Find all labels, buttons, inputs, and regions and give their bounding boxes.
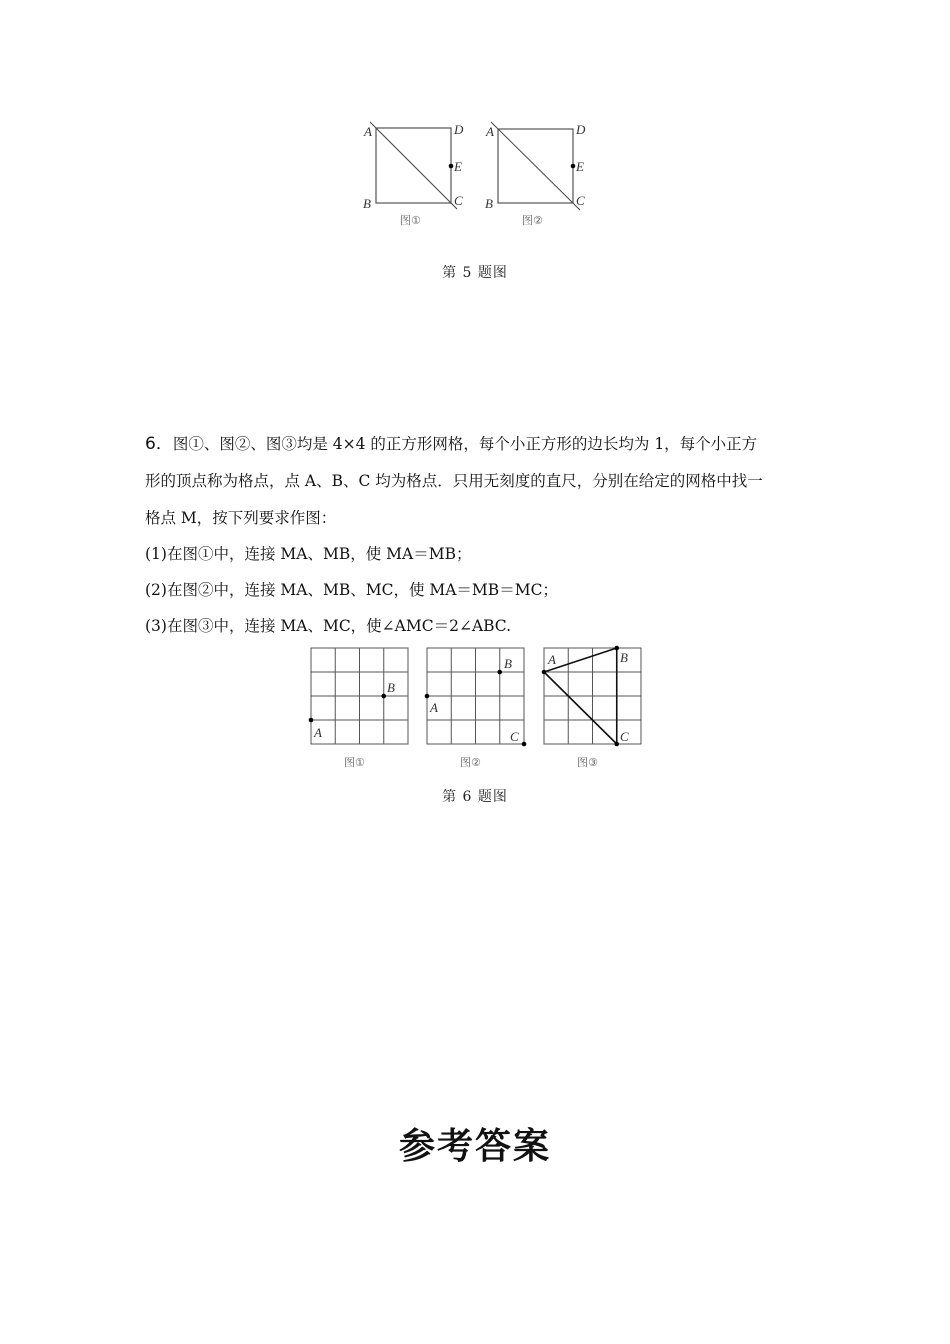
q6-part-3: (3)在图③中，连接 MA、MC，使∠AMC＝2∠ABC.: [145, 617, 512, 635]
point-label-b: B: [363, 196, 371, 211]
q6-line-1: 6．图①、图②、图③均是 4×4 的正方形网格，每个小正方形的边长均为 1，每个小正方: [145, 434, 758, 454]
figure-caption: 图②: [460, 756, 481, 769]
figure-caption: 图②: [522, 214, 543, 227]
q6-part-1: (1)在图①中，连接 MA、MB，使 MA＝MB；: [145, 545, 472, 563]
q6-line-3: 格点 M，按下列要求作图：: [145, 509, 337, 527]
answers-heading: 参考答案: [398, 1126, 551, 1167]
point-label-d: D: [576, 122, 586, 137]
point-label-e: E: [576, 159, 584, 174]
point-label-a: A: [548, 652, 556, 667]
q6-line-2: 形的顶点称为格点，点 A、B、C 均为格点．只用无刻度的直尺，分别在给定的网格中找一: [145, 472, 763, 490]
point-label-c: C: [576, 193, 585, 208]
point-label-c: C: [510, 729, 519, 744]
point-label-c: C: [454, 193, 463, 208]
figure-caption: 图③: [577, 756, 598, 769]
question-number: 6．: [145, 434, 173, 454]
point-label-e: E: [454, 159, 462, 174]
point-label-a: A: [364, 124, 372, 139]
point-label-a: A: [314, 725, 322, 740]
point-label-a: A: [430, 700, 438, 715]
figure-caption: 图①: [400, 214, 421, 227]
q5-figure-caption: 第 5 题图: [442, 265, 508, 281]
figure-caption: 图①: [344, 756, 365, 769]
q6-part-2: (2)在图②中，连接 MA、MB、MC，使 MA＝MB＝MC；: [145, 581, 558, 599]
point-label-b: B: [620, 650, 628, 665]
point-label-c: C: [620, 729, 629, 744]
point-label-b: B: [387, 680, 395, 695]
point-label-d: D: [454, 122, 464, 137]
point-label-a: A: [486, 124, 494, 139]
q6-figure-caption: 第 6 题图: [442, 789, 508, 805]
point-label-b: B: [504, 656, 512, 671]
point-label-b: B: [485, 196, 493, 211]
